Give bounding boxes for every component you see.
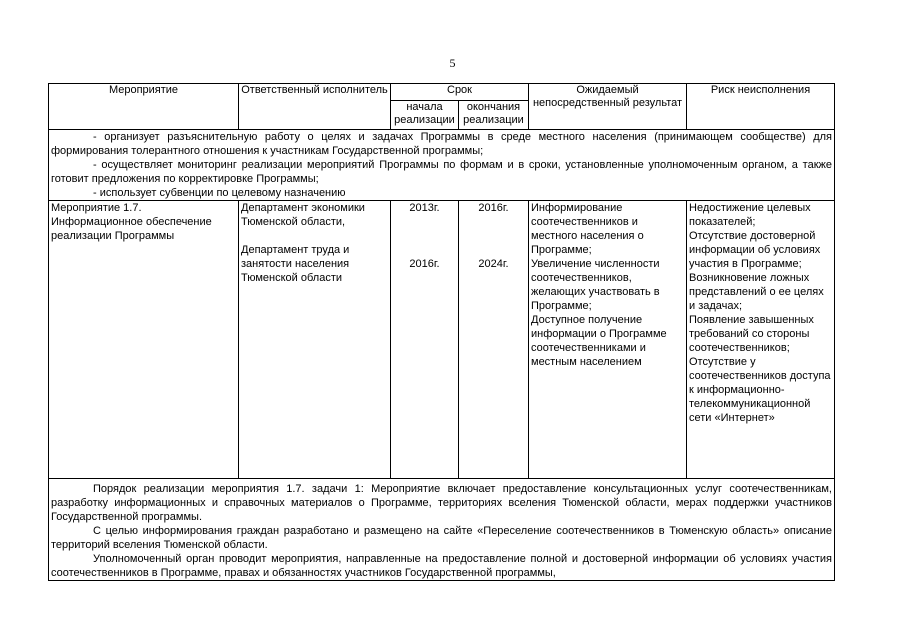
- header-risk: Риск неисполнения: [687, 84, 835, 130]
- footer-paragraph: Порядок реализации мероприятия 1.7. задачи 1: Мероприятие включает предоставление консультационных услуг соотечественникам, разработку информационных и справочных материалов о Программе, территориях вселения Тюменской области, мерах поддержки участников Государственной программы.: [51, 483, 832, 523]
- intro-item: - использует субвенции по целевому назначению: [93, 187, 346, 199]
- start-date-2: 2016г.: [409, 258, 440, 270]
- responsible-cell: [239, 201, 391, 479]
- risk-item: Появление завышенных требований со стороны соотечественников;: [689, 314, 814, 354]
- intro-cell: [49, 130, 835, 201]
- result-item: Доступное получение информации о Программе соотечественниками и местным населением: [531, 314, 667, 368]
- responsible-2: Департамент труда и занятости населения Тюменской области: [241, 244, 350, 284]
- risk-item: Отсутствие у соотечественников доступа к информационно-телекоммуникационной сети «Интернет»: [689, 356, 831, 424]
- header-start: начала реализации: [391, 101, 459, 130]
- header-result: Ожидаемый непосредственный результат: [529, 84, 687, 130]
- intro-row: [49, 130, 835, 201]
- footer-row: [49, 479, 835, 581]
- header-end: окончания реализации: [459, 101, 529, 130]
- footer-paragraph: С целью информирования граждан разработано и размещено на сайте «Переселение соотечественников в Тюменскую область» описание территорий вселения Тюменской области.: [51, 525, 832, 551]
- risk-item: Возникновение ложных представлений о ее целях и задачах;: [689, 272, 824, 312]
- activity-table: [48, 83, 835, 581]
- table-row: [49, 201, 835, 479]
- risk-item: Недостижение целевых показателей;: [689, 202, 811, 228]
- result-item: Увеличение численности соотечественников, желающих участвовать в Программе;: [531, 258, 660, 312]
- responsible-1: Департамент экономики Тюменской области,: [241, 202, 365, 228]
- start-cell: [391, 201, 459, 479]
- intro-item: - осуществляет мониторинг реализации мероприятий Программы по формам и в сроки, установленные уполномоченным органом, а также готовит предложения по корректировке Программы;: [51, 159, 832, 185]
- end-date-1: 2016г.: [478, 202, 509, 214]
- end-cell: [459, 201, 529, 479]
- risk-cell: [687, 201, 835, 479]
- header-row: [49, 84, 835, 101]
- footer-paragraph: Уполномоченный орган проводит мероприятия, направленные на предоставление полной и достоверной информации об условиях участия соотечественников в Программе, правах и обязанностях участников Государственной программы,: [51, 553, 832, 579]
- footer-cell: [49, 479, 835, 581]
- result-item: Информирование соотечественников и местного населения о Программе;: [531, 202, 644, 256]
- end-date-2: 2024г.: [478, 258, 509, 270]
- intro-item: - организует разъяснительную работу о целях и задачах Программы в среде местного населения (принимающем сообществе) для формирования толерантного отношения к участникам Государственной программы;: [51, 131, 832, 157]
- result-cell: [529, 201, 687, 479]
- header-activity: Мероприятие: [49, 84, 239, 130]
- start-date-1: 2013г.: [409, 202, 440, 214]
- header-responsible: Ответственный исполнитель: [239, 84, 391, 130]
- header-term: Срок: [391, 84, 529, 101]
- activity-cell: Мероприятие 1.7. Информационное обеспечение реализации Программы: [49, 201, 239, 479]
- page-number: 5: [449, 56, 456, 70]
- risk-item: Отсутствие достоверной информации об условиях участия в Программе;: [689, 230, 821, 270]
